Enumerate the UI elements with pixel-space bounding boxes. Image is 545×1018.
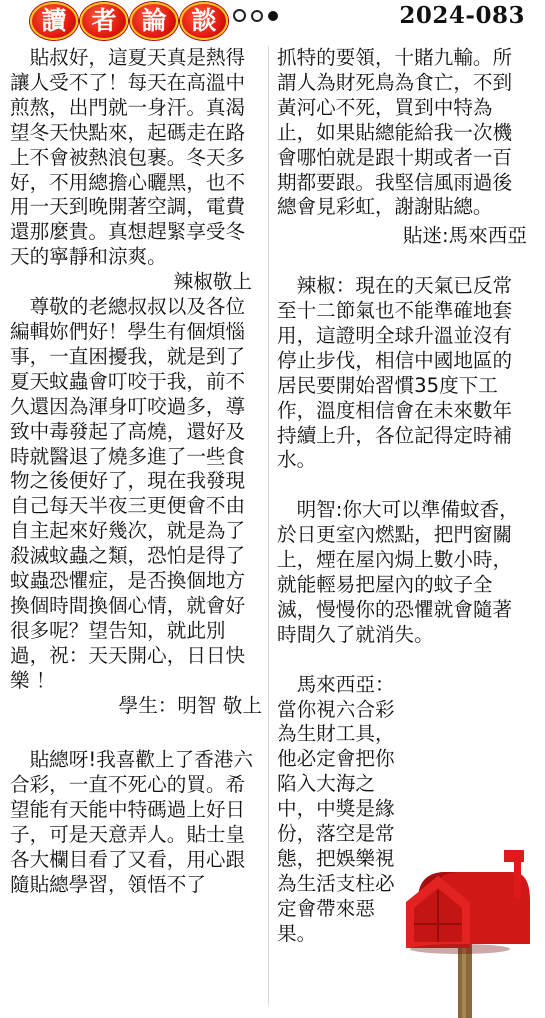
title-char-3: 論 — [130, 2, 178, 40]
circle-filled-icon — [268, 11, 278, 21]
title-char-2: 者 — [80, 2, 128, 40]
reply-malaysia: 馬來西亞：當你視六合彩為生財工具，他必定會把你陷入大海之中，中獎是緣份，落空是常態，把娛樂視為生活支柱必定會帶來惡果。 — [277, 672, 395, 945]
decorative-dots — [233, 9, 278, 22]
signature-malaysia-fan: 貼迷:馬來西亞 — [402, 224, 527, 248]
mailbox-icon — [400, 848, 540, 1018]
column-header — [0, 0, 545, 38]
letter-summer-heat: 貼叔好，這夏天真是熱得讓人受不了！每天在高溫中煎熬，出門就一身汗。真渴望冬天快點來，起碼走在路上不會被熱浪包裹。冬天多好，不用總擔心曬黑，也不用一天到晚開著空調，電費還那麼貴。真想趕緊享受冬天的寧靜和涼爽。 — [10, 46, 246, 269]
letter-lottery: 貼總呀!我喜歡上了香港六合彩，一直不死心的買。希望能有天能中特碼過上好日子，可是天意弄人。貼士皇各大欄目看了又看，用心跟隨貼總學習，領悟不了 — [10, 748, 253, 896]
title-char-1: 讀 — [30, 2, 78, 40]
issue-number: 2024-083 — [399, 2, 525, 29]
letter-lottery-continued: 抓特的要領，十賭九輸。所謂人為財死鳥為食亡，不到黃河心不死，買到中特為止，如果貼總能給我一次機會哪怕就是跟十期或者一百期都要跟。我堅信風雨過後總會見彩虹，謝謝貼總。 — [277, 46, 513, 219]
column-divider — [268, 46, 269, 1006]
letter-mosquito-fear: 尊敬的老總叔叔以及各位編輯妳們好！學生有個煩惱事，一直困擾我，就是到了夏天蚊蟲會叮咬于我，前不久還因為渾身叮咬過多，導致中毒發起了高燒，還好及時就醫退了燒多進了一些食物之後便好了，現在我發現自己每天半夜三更便會不由自主起來好幾次，就是為了殺滅蚊蟲之類，恐怕是得了蚊蟲恐懼症，是否換個地方換個時間換個心情，就會好很多呢？望告知，就此別過，祝：天天開心，日日快樂 ！ — [10, 295, 246, 692]
title-char-4: 談 — [180, 2, 228, 40]
reply-lajiao: 辣椒：現在的天氣已反常至十二節氣也不能準確地套用，這證明全球升溫並沒有停止步伐，相信中國地區的居民要開始習慣35度下工作，溫度相信會在未來數年持續上升，各位記得定時補水。 — [277, 274, 513, 472]
circle-outline-icon — [233, 9, 246, 22]
left-column — [10, 46, 262, 898]
right-column — [277, 46, 527, 947]
column-title — [30, 2, 228, 40]
signature-student-mingzhi: 學生：明智 敬上 — [118, 693, 262, 717]
circle-outline-icon — [251, 10, 263, 22]
reply-mingzhi: 明智:你大可以準備蚊香，於日更室內燃點，把門窗關上，煙在屋內焗上數小時，就能輕易把屋內的蚊子全滅，慢慢你的恐懼就會隨著時間久了就消失。 — [277, 498, 519, 646]
signature-lajiao: 辣椒敬上 — [173, 270, 252, 294]
